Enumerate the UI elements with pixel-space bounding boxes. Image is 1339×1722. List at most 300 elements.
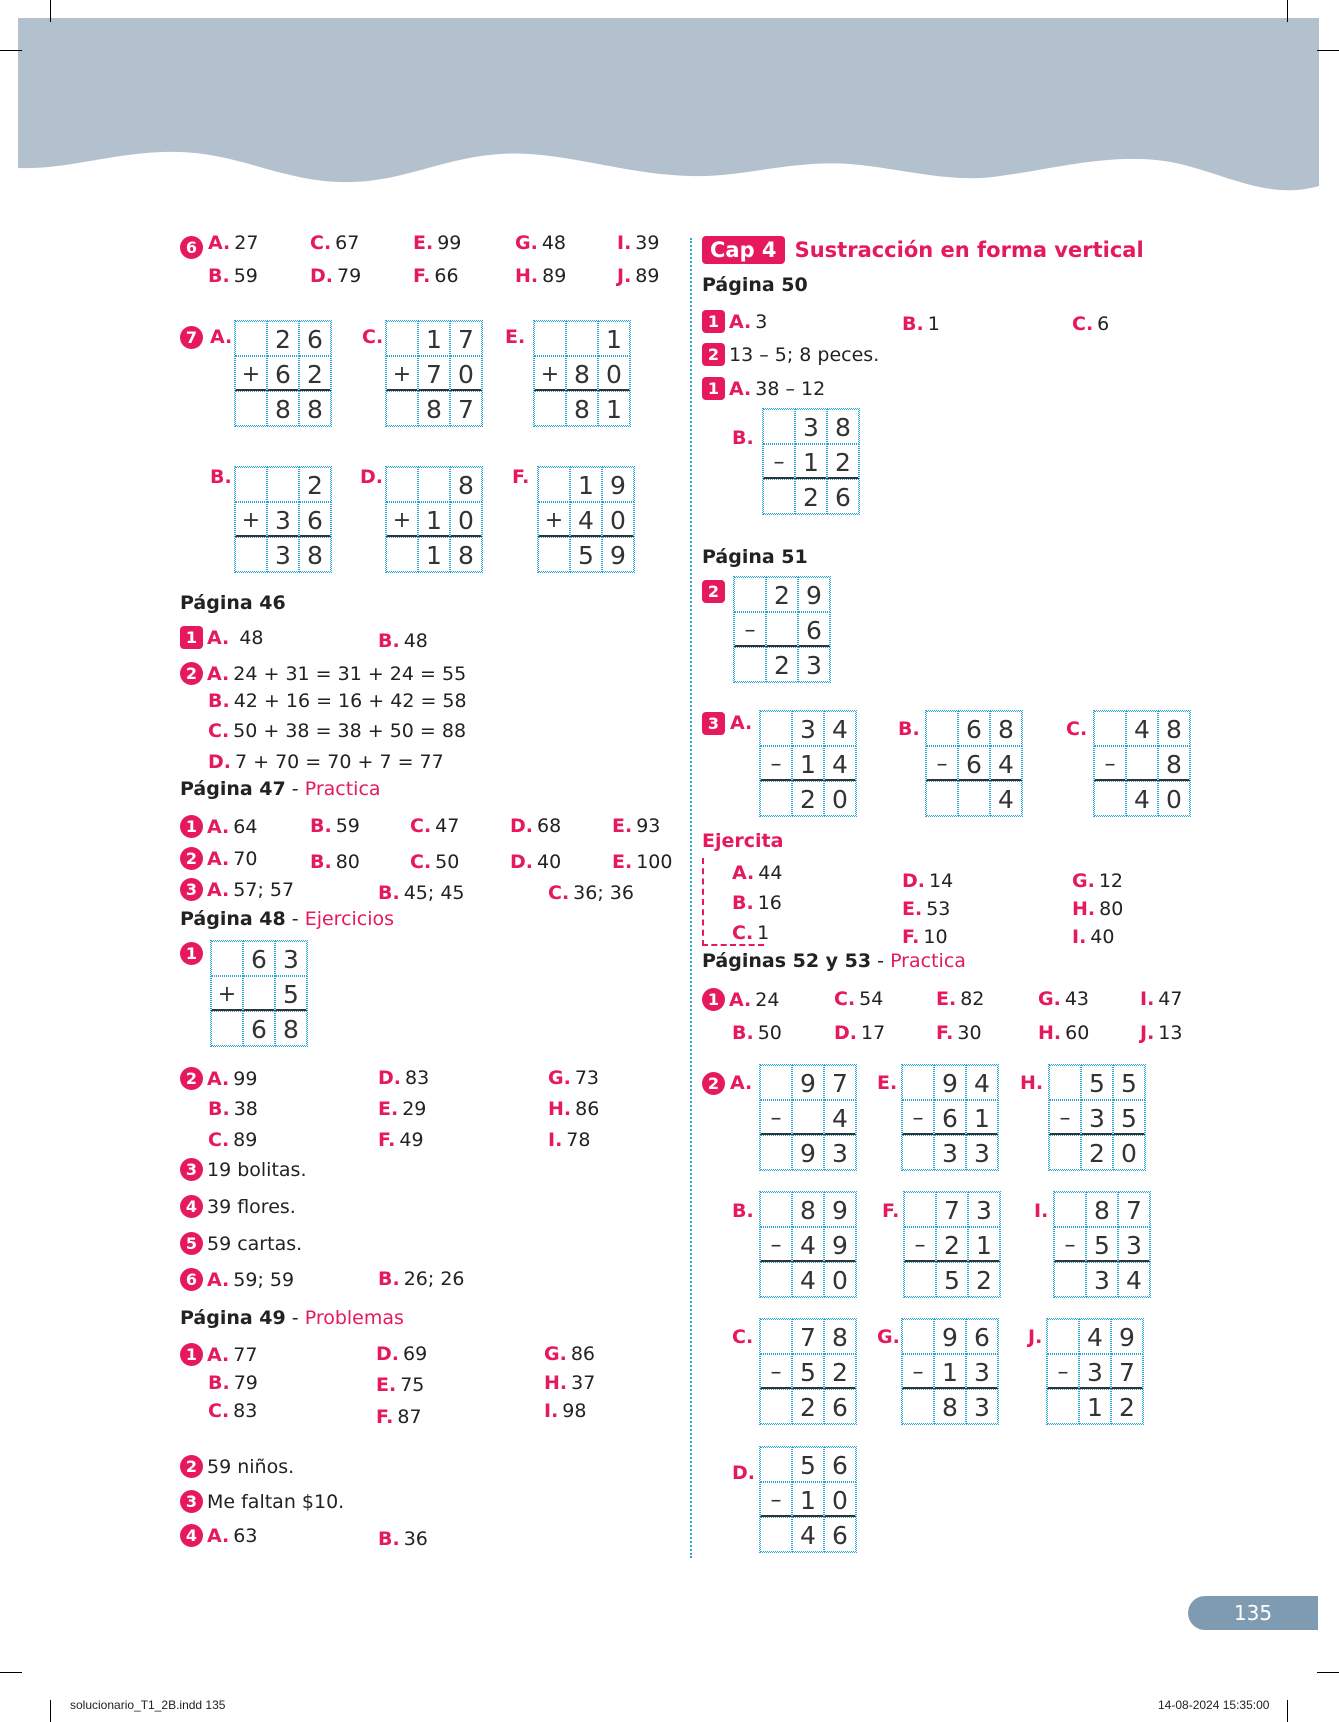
grid-cell: 4 xyxy=(1079,1319,1111,1354)
grid-cell xyxy=(902,1319,934,1354)
subtraction-grid xyxy=(1053,1191,1151,1298)
answer-item: C. 47 xyxy=(410,815,460,837)
grid-cell: 0 xyxy=(1113,1135,1145,1170)
grid-cell: 7 xyxy=(450,321,482,356)
grid-cell xyxy=(734,577,766,612)
grid-label: C. xyxy=(362,326,384,348)
grid-cell: 5 xyxy=(1086,1227,1118,1262)
answer-item: B. 42 + 16 = 16 + 42 = 58 xyxy=(208,690,467,712)
answer-item: B. 79 xyxy=(208,1372,258,1394)
answer-item: B. 48 xyxy=(378,630,428,652)
q3-number: 3 xyxy=(702,712,725,735)
grid-cell: 7 xyxy=(450,391,482,426)
grid-cell: – xyxy=(1047,1354,1079,1389)
grid-label: C. xyxy=(732,1326,754,1348)
grid-cell: 7 xyxy=(824,1065,856,1100)
answer-item: D. 40 xyxy=(510,851,562,873)
grid-cell: 3 xyxy=(1081,1100,1113,1135)
grid-label: F. xyxy=(882,1200,900,1222)
grid-cell xyxy=(904,1192,936,1227)
grid-label: I. xyxy=(1034,1200,1049,1222)
chapter-badge: Cap 4 xyxy=(702,236,785,264)
grid-cell: 0 xyxy=(598,356,630,391)
grid-cell: 8 xyxy=(566,391,598,426)
answer-item: C. 89 xyxy=(208,1129,258,1151)
subtraction-grid xyxy=(1046,1318,1144,1425)
grid-cell xyxy=(763,479,795,514)
subtraction-grid xyxy=(759,1318,857,1425)
grid-cell xyxy=(760,1447,792,1482)
grid-cell: 6 xyxy=(824,1517,856,1552)
grid-cell xyxy=(386,321,418,356)
answer-item: 2 A. 70 xyxy=(180,847,257,870)
subtraction-grid xyxy=(733,576,831,683)
answer-item: B. 59 xyxy=(310,815,360,837)
grid-cell xyxy=(760,1065,792,1100)
answer-item: B. 36 xyxy=(378,1528,428,1550)
answer-item: C. 1 xyxy=(732,922,770,944)
grid-cell xyxy=(386,391,418,426)
answer-item: D. 14 xyxy=(902,870,954,892)
grid-cell: 6 xyxy=(798,612,830,647)
grid-cell xyxy=(1054,1192,1086,1227)
grid-cell xyxy=(235,321,267,356)
grid-cell xyxy=(538,537,570,572)
answer-item: 1 A. 38 – 12 xyxy=(702,377,825,400)
grid-cell: 7 xyxy=(1111,1354,1143,1389)
grid-cell: 2 xyxy=(792,1389,824,1424)
grid-cell: 3 xyxy=(798,647,830,682)
grid-cell: 1 xyxy=(418,537,450,572)
answer-item: 1 A. 48 xyxy=(180,626,264,649)
grid-cell: 2 xyxy=(766,647,798,682)
grid-cell xyxy=(760,1389,792,1424)
grid-cell: 8 xyxy=(824,1319,856,1354)
grid-cell: 4 xyxy=(824,746,856,781)
answer-item: I. 98 xyxy=(544,1400,587,1422)
grid-cell xyxy=(534,321,566,356)
grid-cell: 3 xyxy=(792,711,824,746)
answer-item: 1 A. 24 xyxy=(702,988,779,1011)
subtraction-grid xyxy=(1093,710,1191,817)
answer-item: C. 50 + 38 = 38 + 50 = 88 xyxy=(208,720,467,742)
grid-cell: 2 xyxy=(267,321,299,356)
answer-item: 3 Me faltan $10. xyxy=(180,1490,344,1513)
grid-cell: 1 xyxy=(795,444,827,479)
grid-cell: 3 xyxy=(795,409,827,444)
grid-cell: 9 xyxy=(792,1135,824,1170)
grid-cell: 1 xyxy=(1079,1389,1111,1424)
grid-cell: 1 xyxy=(934,1354,966,1389)
subtraction-grid xyxy=(901,1318,999,1425)
addition-grid xyxy=(234,320,332,427)
grid-cell: 6 xyxy=(299,321,331,356)
grid-cell: 2 xyxy=(795,479,827,514)
grid-cell xyxy=(760,1262,792,1297)
answer-item: 2 13 – 5; 8 peces. xyxy=(702,343,879,366)
answer-item: B. 80 xyxy=(310,851,360,873)
grid-cell: 5 xyxy=(792,1354,824,1389)
grid-cell xyxy=(1049,1135,1081,1170)
answer-item: 2 59 niños. xyxy=(180,1455,294,1478)
grid-cell: 2 xyxy=(299,356,331,391)
grid-cell xyxy=(211,1011,243,1046)
grid-cell xyxy=(766,612,798,647)
grid-cell xyxy=(760,711,792,746)
crop-mark xyxy=(1287,1700,1288,1722)
answer-item: C. 50 xyxy=(410,851,460,873)
grid-cell: 1 xyxy=(598,321,630,356)
grid-cell: 8 xyxy=(792,1192,824,1227)
grid-cell xyxy=(211,941,243,976)
answer-item: I. 78 xyxy=(548,1129,591,1151)
grid-cell: 1 xyxy=(966,1100,998,1135)
grid-label: C. xyxy=(1066,718,1088,740)
answer-item: G. 48 xyxy=(515,232,567,254)
grid-cell: 8 xyxy=(450,537,482,572)
grid-cell: 5 xyxy=(792,1447,824,1482)
grid-label: F. xyxy=(512,466,530,488)
section-title: Páginas 52 y 53 - Practica xyxy=(702,950,966,972)
grid-cell: 0 xyxy=(824,1482,856,1517)
grid-cell: 8 xyxy=(934,1389,966,1424)
grid-cell: 3 xyxy=(966,1354,998,1389)
grid-cell xyxy=(235,467,267,502)
answer-item: B. 26; 26 xyxy=(378,1268,465,1290)
section-title: Página 49 - Problemas xyxy=(180,1307,404,1329)
grid-cell: – xyxy=(760,1100,792,1135)
answer-item: G. 86 xyxy=(544,1343,596,1365)
grid-cell xyxy=(760,1517,792,1552)
grid-cell: 0 xyxy=(602,502,634,537)
section-title: Página 48 - Ejercicios xyxy=(180,908,395,930)
grid-cell: – xyxy=(734,612,766,647)
answer-item: A. 44 xyxy=(732,862,783,884)
grid-label: D. xyxy=(732,1462,755,1484)
grid-cell: 4 xyxy=(792,1517,824,1552)
grid-cell: 7 xyxy=(936,1192,968,1227)
grid-cell: 6 xyxy=(966,1319,998,1354)
grid-cell: – xyxy=(902,1100,934,1135)
grid-label: G. xyxy=(877,1326,900,1348)
q6-number: 6 xyxy=(180,236,203,259)
grid-cell: + xyxy=(538,502,570,537)
grid-label: B. xyxy=(732,427,754,449)
grid-cell xyxy=(386,537,418,572)
grid-cell: – xyxy=(1054,1227,1086,1262)
ejercita-title: Ejercita xyxy=(702,830,784,852)
grid-cell: 2 xyxy=(766,577,798,612)
grid-cell: 4 xyxy=(792,1262,824,1297)
grid-cell: 6 xyxy=(824,1389,856,1424)
grid-cell: 8 xyxy=(1158,711,1190,746)
answer-item: H. 86 xyxy=(548,1098,600,1120)
answer-item: D. 7 + 70 = 70 + 7 = 77 xyxy=(208,751,444,773)
grid-cell: 4 xyxy=(990,781,1022,816)
answer-item: B. 45; 45 xyxy=(378,882,465,904)
grid-cell: – xyxy=(760,1354,792,1389)
answer-item: H. 80 xyxy=(1072,898,1124,920)
grid-label: E. xyxy=(877,1072,898,1094)
grid-cell: 3 xyxy=(968,1192,1000,1227)
grid-cell: – xyxy=(926,746,958,781)
grid-cell: 9 xyxy=(602,537,634,572)
grid-cell xyxy=(763,409,795,444)
grid-cell: 8 xyxy=(990,711,1022,746)
grid-cell: 3 xyxy=(267,537,299,572)
grid-cell: 2 xyxy=(1081,1135,1113,1170)
grid-cell: 9 xyxy=(934,1319,966,1354)
answer-item: E. 75 xyxy=(376,1374,425,1396)
grid-cell: 9 xyxy=(798,577,830,612)
grid-cell: 6 xyxy=(243,1011,275,1046)
grid-cell: 8 xyxy=(418,391,450,426)
grid-cell xyxy=(243,976,275,1011)
grid-cell: 2 xyxy=(968,1262,1000,1297)
grid-cell: 1 xyxy=(418,502,450,537)
grid-cell: 8 xyxy=(566,356,598,391)
answer-item: H. 60 xyxy=(1038,1022,1090,1044)
grid-cell: + xyxy=(386,356,418,391)
answer-item: 3 19 bolitas. xyxy=(180,1158,307,1181)
grid-cell: – xyxy=(1049,1100,1081,1135)
grid-cell: 3 xyxy=(966,1135,998,1170)
grid-cell: 7 xyxy=(418,356,450,391)
subtraction-grid xyxy=(762,408,860,515)
grid-cell: 3 xyxy=(966,1389,998,1424)
grid-cell: 8 xyxy=(267,391,299,426)
grid-cell: 6 xyxy=(934,1100,966,1135)
grid-label: B. xyxy=(898,718,920,740)
addition-grid xyxy=(537,466,635,573)
grid-cell: 9 xyxy=(1111,1319,1143,1354)
grid-cell xyxy=(760,1135,792,1170)
grid-cell: 3 xyxy=(267,502,299,537)
grid-cell: 7 xyxy=(792,1319,824,1354)
answer-item: E. 29 xyxy=(378,1098,427,1120)
grid-cell: 4 xyxy=(824,1100,856,1135)
grid-cell: 6 xyxy=(824,1447,856,1482)
grid-cell xyxy=(534,391,566,426)
grid-cell xyxy=(760,1319,792,1354)
answer-item: H. 37 xyxy=(544,1372,596,1394)
grid-label: A. xyxy=(210,326,233,348)
grid-cell: 6 xyxy=(299,502,331,537)
addition-grid xyxy=(385,320,483,427)
grid-cell xyxy=(760,1192,792,1227)
crop-mark xyxy=(50,0,51,22)
grid-cell xyxy=(902,1135,934,1170)
crop-mark xyxy=(50,1700,51,1722)
header-wave-band xyxy=(0,0,1339,200)
grid-cell: 3 xyxy=(934,1135,966,1170)
subtraction-grid xyxy=(903,1191,1001,1298)
answer-item: 5 59 cartas. xyxy=(180,1232,302,1255)
answer-item: B. 59 xyxy=(208,265,258,287)
grid-label: D. xyxy=(360,466,383,488)
grid-cell xyxy=(538,467,570,502)
grid-cell: 1 xyxy=(968,1227,1000,1262)
answer-item: D. 79 xyxy=(310,265,362,287)
answer-item: 4 39 flores. xyxy=(180,1195,296,1218)
addition-grid xyxy=(210,940,308,1047)
grid-cell: 9 xyxy=(824,1227,856,1262)
grid-cell xyxy=(418,467,450,502)
answer-item: D. 68 xyxy=(510,815,562,837)
grid-cell xyxy=(902,1389,934,1424)
grid-cell: 8 xyxy=(827,409,859,444)
grid-cell: 1 xyxy=(418,321,450,356)
answer-item: F. 49 xyxy=(378,1129,424,1151)
grid-cell: 2 xyxy=(936,1227,968,1262)
answer-item: B. 16 xyxy=(732,892,782,914)
answer-item: A. 27 xyxy=(208,232,259,254)
subtraction-grid xyxy=(759,1064,857,1171)
footer-date: 14-08-2024 15:35:00 xyxy=(1158,1698,1270,1712)
grid-cell: 2 xyxy=(792,781,824,816)
grid-cell: 2 xyxy=(299,467,331,502)
grid-cell: 2 xyxy=(827,444,859,479)
grid-cell: 1 xyxy=(570,467,602,502)
grid-cell: 5 xyxy=(570,537,602,572)
answer-item: 1 A. 3 xyxy=(702,310,767,333)
grid-cell xyxy=(235,391,267,426)
grid-cell: 1 xyxy=(792,1482,824,1517)
grid-cell: 1 xyxy=(598,391,630,426)
grid-cell: – xyxy=(763,444,795,479)
q2-number: 2 xyxy=(702,580,725,603)
answer-item: F. 10 xyxy=(902,926,948,948)
answer-item: D. 69 xyxy=(376,1343,428,1365)
q2-number: 2 xyxy=(702,1072,725,1095)
grid-cell xyxy=(792,1100,824,1135)
grid-cell: 8 xyxy=(275,1011,307,1046)
grid-cell: 3 xyxy=(1118,1227,1150,1262)
section-title: Página 46 xyxy=(180,592,286,614)
answer-item: G. 12 xyxy=(1072,870,1124,892)
crop-mark xyxy=(1317,50,1339,51)
section-title: Página 51 xyxy=(702,546,808,568)
grid-cell: 7 xyxy=(1118,1192,1150,1227)
grid-cell: 2 xyxy=(824,1354,856,1389)
grid-cell: 6 xyxy=(958,711,990,746)
grid-cell: – xyxy=(760,746,792,781)
answer-item: C. 67 xyxy=(310,232,360,254)
answer-item: C. 6 xyxy=(1072,313,1110,335)
grid-cell: 4 xyxy=(824,711,856,746)
crop-mark xyxy=(0,1672,22,1673)
answer-item: E. 53 xyxy=(902,898,951,920)
grid-cell: 0 xyxy=(450,502,482,537)
grid-cell xyxy=(926,711,958,746)
grid-cell: – xyxy=(760,1227,792,1262)
addition-grid xyxy=(234,466,332,573)
grid-cell xyxy=(1054,1262,1086,1297)
crop-mark xyxy=(1287,0,1288,22)
answer-item: F. 66 xyxy=(413,265,459,287)
grid-cell: 0 xyxy=(824,1262,856,1297)
grid-cell xyxy=(926,781,958,816)
grid-cell: 4 xyxy=(990,746,1022,781)
answer-item: C. 54 xyxy=(834,988,884,1010)
grid-cell xyxy=(1094,711,1126,746)
grid-cell: 4 xyxy=(966,1065,998,1100)
crop-mark xyxy=(0,50,22,51)
answer-item: D. 17 xyxy=(834,1022,886,1044)
answer-item: 1 A. 77 xyxy=(180,1343,257,1366)
grid-cell xyxy=(1047,1389,1079,1424)
grid-cell xyxy=(904,1262,936,1297)
answer-item: E. 100 xyxy=(612,851,673,873)
answer-item: J. 13 xyxy=(1140,1022,1183,1044)
section-title: Página 50 xyxy=(702,274,808,296)
answer-item: I. 40 xyxy=(1072,926,1115,948)
answer-item: 1 A. 64 xyxy=(180,815,257,838)
grid-label: A. xyxy=(730,712,753,734)
chapter-header xyxy=(702,236,1144,264)
subtraction-grid xyxy=(759,710,857,817)
grid-cell: – xyxy=(760,1482,792,1517)
answer-item: B. 50 xyxy=(732,1022,782,1044)
grid-cell: 3 xyxy=(824,1135,856,1170)
answer-item: F. 30 xyxy=(936,1022,982,1044)
q1-number: 1 xyxy=(180,942,203,965)
grid-cell: 3 xyxy=(1086,1262,1118,1297)
grid-cell: 4 xyxy=(1126,711,1158,746)
answer-item: B. 1 xyxy=(902,313,940,335)
addition-grid xyxy=(533,320,631,427)
grid-cell: 3 xyxy=(1079,1354,1111,1389)
grid-cell xyxy=(1094,781,1126,816)
addition-grid xyxy=(385,466,483,573)
grid-cell xyxy=(566,321,598,356)
grid-label: E. xyxy=(505,326,526,348)
grid-cell xyxy=(267,467,299,502)
answer-item: E. 99 xyxy=(413,232,462,254)
answer-item: I. 47 xyxy=(1140,988,1183,1010)
grid-cell: 6 xyxy=(827,479,859,514)
grid-cell: 9 xyxy=(602,467,634,502)
answer-item: I. 39 xyxy=(617,232,660,254)
grid-cell: 4 xyxy=(1126,781,1158,816)
grid-cell: 0 xyxy=(450,356,482,391)
grid-label: A. xyxy=(730,1072,753,1094)
grid-cell: 8 xyxy=(1086,1192,1118,1227)
grid-cell: + xyxy=(235,502,267,537)
grid-cell: 8 xyxy=(450,467,482,502)
grid-cell xyxy=(1047,1319,1079,1354)
grid-cell: + xyxy=(235,356,267,391)
grid-cell: 5 xyxy=(1113,1100,1145,1135)
grid-cell: – xyxy=(902,1354,934,1389)
grid-cell: 3 xyxy=(275,941,307,976)
answer-item: F. 87 xyxy=(376,1406,422,1428)
answer-item: G. 73 xyxy=(548,1067,600,1089)
answer-item: 3 A. 57; 57 xyxy=(180,878,294,901)
grid-cell: 9 xyxy=(792,1065,824,1100)
grid-cell: 0 xyxy=(1158,781,1190,816)
grid-cell: 8 xyxy=(1158,746,1190,781)
grid-cell: 5 xyxy=(1081,1065,1113,1100)
answer-item: B. 38 xyxy=(208,1098,258,1120)
q7-number: 7 xyxy=(180,326,203,349)
answer-item: J. 89 xyxy=(617,265,660,287)
grid-cell: + xyxy=(386,502,418,537)
grid-cell: + xyxy=(534,356,566,391)
grid-cell: – xyxy=(1094,746,1126,781)
subtraction-grid xyxy=(925,710,1023,817)
answer-item: D. 83 xyxy=(378,1067,430,1089)
